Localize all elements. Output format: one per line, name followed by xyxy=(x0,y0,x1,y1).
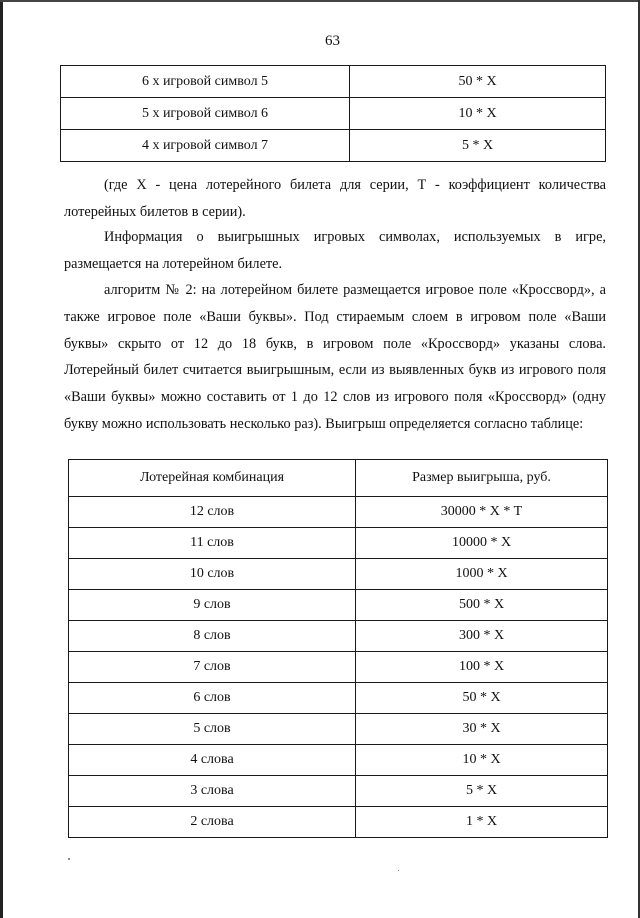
table-row xyxy=(69,776,608,807)
table-row xyxy=(61,98,606,130)
combination-cell: 4 слова xyxy=(69,745,356,776)
prize-cell: 1 * X xyxy=(356,807,608,838)
header-combination: Лотерейная комбинация xyxy=(69,460,356,497)
table-row xyxy=(69,714,608,745)
table-header-row xyxy=(69,460,608,497)
scan-edge-left xyxy=(0,0,3,918)
page-number: 63 xyxy=(325,33,340,49)
combination-cell: 5 х игровой символ 6 xyxy=(61,98,350,130)
combination-cell: 3 слова xyxy=(69,776,356,807)
prize-cell: 30 * X xyxy=(356,714,608,745)
prize-cell: 1000 * X xyxy=(356,559,608,590)
table-row xyxy=(61,66,606,98)
combination-cell: 5 слов xyxy=(69,714,356,745)
combination-cell: 10 слов xyxy=(69,559,356,590)
table-row xyxy=(69,807,608,838)
prize-cell: 100 * X xyxy=(356,652,608,683)
scan-edge-top xyxy=(0,0,640,2)
table-row xyxy=(61,130,606,162)
combination-cell: 9 слов xyxy=(69,590,356,621)
combination-cell: 6 х игровой символ 5 xyxy=(61,66,350,98)
combination-cell: 11 слов xyxy=(69,528,356,559)
header-prize: Размер выигрыша, руб. xyxy=(356,460,608,497)
combination-cell: 4 х игровой символ 7 xyxy=(61,130,350,162)
combination-cell: 8 слов xyxy=(69,621,356,652)
scan-speck xyxy=(68,858,70,860)
combination-cell: 12 слов xyxy=(69,497,356,528)
table-row xyxy=(69,683,608,714)
prize-cell: 300 * X xyxy=(356,621,608,652)
table-row xyxy=(69,590,608,621)
prize-table-continued xyxy=(60,65,606,162)
prize-cell: 50 * X xyxy=(356,683,608,714)
prize-cell: 10 * X xyxy=(356,745,608,776)
prize-cell: 50 * X xyxy=(350,66,606,98)
paragraph-legend: (где Х - цена лотерейного билета для серии, Т - коэффициент количества лотерейных билетов в серии). xyxy=(64,177,606,220)
prize-table-crossword xyxy=(68,459,608,838)
prize-cell: 500 * X xyxy=(356,590,608,621)
prize-cell: 10 * X xyxy=(350,98,606,130)
combination-cell: 6 слов xyxy=(69,683,356,714)
table-row xyxy=(69,528,608,559)
paragraph-algorithm-2: алгоритм № 2: на лотерейном билете размещается игровое поле «Кроссворд», а также игровое поле «Ваши буквы». Под стираемым слоем в игровом поле «Ваши буквы» скрыто от 12 до 18 букв, в игровом поле «Кроссворд» указаны слова. Лотерейный билет считается выигрышным, если из выявленных букв из игрового поля «Ваши буквы» можно составить от 1 до 12 слов из игрового поля «Кроссворд» (одну букву можно использовать несколько раз). Выигрыш определяется согласно таблице: xyxy=(64,282,606,432)
table-row xyxy=(69,652,608,683)
prize-cell: 10000 * X xyxy=(356,528,608,559)
table-row xyxy=(69,745,608,776)
table-row xyxy=(69,497,608,528)
paragraph-symbols-info: Информация о выигрышных игровых символах, используемых в игре, размещается на лотерейном билете. xyxy=(64,229,606,272)
prize-cell: 30000 * X * T xyxy=(356,497,608,528)
combination-cell: 2 слова xyxy=(69,807,356,838)
table-row xyxy=(69,559,608,590)
scan-speck xyxy=(398,870,399,871)
combination-cell: 7 слов xyxy=(69,652,356,683)
prize-cell: 5 * X xyxy=(350,130,606,162)
prize-cell: 5 * X xyxy=(356,776,608,807)
table-row xyxy=(69,621,608,652)
